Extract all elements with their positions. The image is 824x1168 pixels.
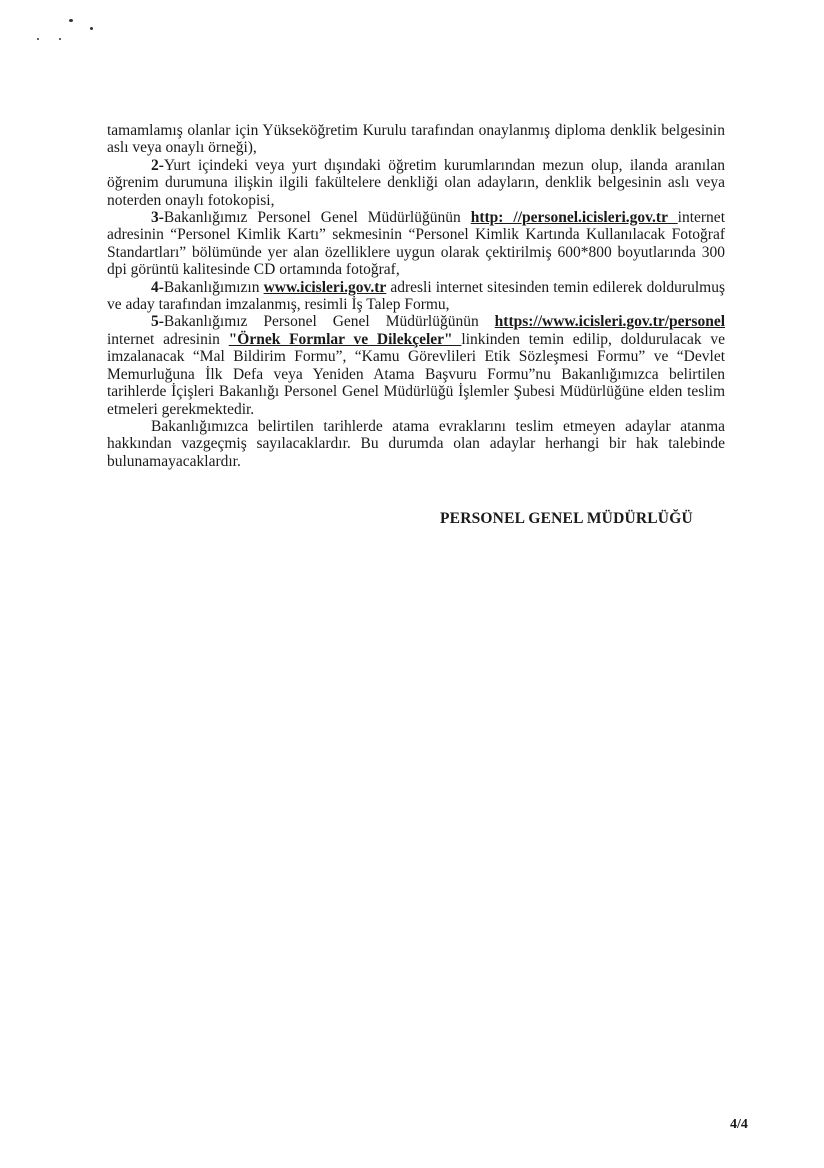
item-5-text-before: Bakanlığımız Personel Genel Müdürlüğünün <box>163 313 495 331</box>
item-4-text-after: adresli internet sitesinden temin edilerek doldurulmuş ve aday tarafından imzalanmış, resimli İş Talep Formu, <box>107 278 725 314</box>
item-3-paragraph <box>107 209 725 279</box>
document-body <box>107 122 725 470</box>
item-4-paragraph <box>107 279 725 314</box>
item-4-text-before: Bakanlığımızın <box>163 278 264 296</box>
item-5-paragraph <box>107 313 725 417</box>
icisleri-site-link[interactable]: www.icisleri.gov.tr <box>263 278 387 296</box>
item-3-text-before: Bakanlığımız Personel Genel Müdürlüğünün <box>163 209 471 227</box>
intro-paragraph: tamamlamış olanlar için Yükseköğretim Kurulu tarafından onaylanmış diploma denklik belgesinin aslı veya onaylı örneği), <box>107 122 725 157</box>
item-5-text-middle: internet adresinin <box>107 330 229 348</box>
item-2-text: Yurt içindeki veya yurt dışındaki öğretim kurumlarından mezun olup, ilanda aranılan öğrenim durumuna ilişkin ilgili fakültelere denkliği olan adayların, denklik belgesinin aslı veya noterden onaylı fotokopisi, <box>107 156 725 209</box>
item-5-text-after: linkinden temin edilip, doldurulacak ve imzalanacak “Mal Bildirim Formu”, “Kamu Görevlileri Etik Sözleşmesi Formu” ve “Devlet Memurluğuna İlk Defa veya Yeniden Atama Başvuru Formu”nu Bakanlığımızca belirtilen tarihlerde İçişleri Bakanlığı Personel Genel Müdürlüğü İşlemler Şubesi Müdürlüğüne elden teslim etmeleri gerekmektedir. <box>107 330 725 418</box>
page-number: 4/4 <box>730 1117 748 1132</box>
scan-speck <box>69 19 73 22</box>
item-3-number: 3- <box>151 209 164 227</box>
item-2-number: 2- <box>151 156 164 174</box>
personel-page-link[interactable]: https://www.icisleri.gov.tr/personel <box>494 313 725 331</box>
item-2-paragraph <box>107 157 725 209</box>
item-4-number: 4- <box>151 278 164 296</box>
signature-block: PERSONEL GENEL MÜDÜRLÜĞÜ <box>440 510 693 527</box>
item-5-number: 5- <box>151 313 164 331</box>
scan-speck <box>59 38 61 40</box>
personel-site-link[interactable]: http: //personel.icisleri.gov.tr <box>470 209 678 227</box>
closing-paragraph: Bakanlığımızca belirtilen tarihlerde atama evraklarını teslim etmeyen adaylar atanma hakkından vazgeçmiş sayılacaklardır. Bu durumda olan adaylar herhangi bir hak talebinde bulunamayacaklardır. <box>107 417 725 470</box>
scan-speck <box>90 27 93 30</box>
scan-speck <box>37 38 39 40</box>
ornek-formlar-link[interactable]: "Örnek Formlar ve Dilekçeler" <box>228 330 462 348</box>
item-3-text-after: internet adresinin “Personel Kimlik Kartı” sekmesinin “Personel Kimlik Kartında Kullanılacak Fotoğraf Standartları” bölümünde yer alan özelliklere uygun olarak çektirilmiş 600*800 boyutlarında 300 dpi görüntü kalitesinde CD ortamında fotoğraf, <box>107 209 725 279</box>
